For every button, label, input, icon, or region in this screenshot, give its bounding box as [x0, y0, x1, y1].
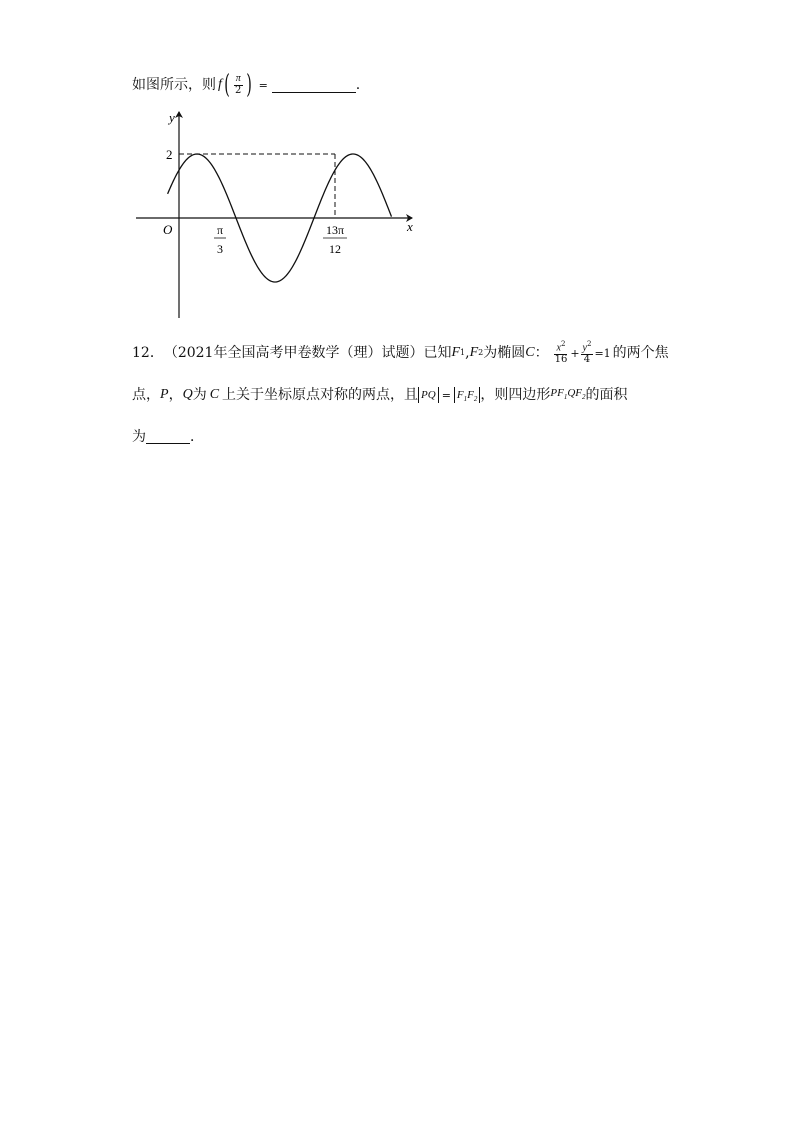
q12-sixteen: 16 [554, 353, 568, 365]
tick-pi-3-den: 3 [217, 242, 223, 256]
q12-frac-y [581, 341, 594, 365]
q12-Q: Q [182, 387, 193, 402]
q11-answer-blank[interactable] [272, 78, 356, 93]
q11-eq: = [258, 78, 268, 92]
q11-two: 2 [235, 84, 242, 96]
y-axis-label: y [169, 110, 175, 125]
q12-x-sq: 2 [560, 339, 566, 348]
q12-F2-sub: 2 [478, 348, 484, 357]
q12-colon: ： [534, 345, 549, 361]
q11-end: . [355, 77, 361, 93]
q12-source: （2021年全国高考甲卷数学（理）试题）已知 [163, 345, 452, 361]
q12-l2b: 为 [192, 387, 207, 403]
q12-quad-pf: PF [550, 387, 564, 400]
tick-pi-3-num: π [216, 223, 224, 237]
q12-answer-blank[interactable] [146, 429, 190, 444]
q12-after: 的两个焦 [612, 345, 669, 361]
q12-abs-PQ: PQ [418, 387, 439, 403]
q12-absF1-sub: 1 [463, 395, 468, 404]
q12-absF2-sub: 2 [473, 395, 478, 404]
q12-mid1: 为椭圆 [483, 345, 526, 361]
q12-eq: = [441, 388, 451, 402]
q12-quad-sub1: 1 [563, 393, 568, 402]
q12-y-sq: 2 [586, 339, 592, 348]
q12-end: ． [190, 429, 204, 445]
q11-pi-over-2 [233, 74, 243, 96]
q12-abs-F1F2 [454, 387, 480, 403]
q11-lparen: ( [224, 70, 230, 100]
q12-C: C [525, 345, 535, 360]
q12-frac-x [553, 341, 570, 365]
q11-f: f [218, 77, 222, 92]
q12-quad-sub2: 2 [582, 393, 586, 402]
x-axis-label: x [407, 219, 413, 234]
q12-F2: F [469, 345, 479, 360]
q12-plus: + [570, 346, 580, 360]
q12-absF2: F [467, 389, 474, 401]
q12-C2: C [209, 387, 220, 402]
q12-line-3 [132, 424, 204, 444]
q12-line-1 [132, 336, 669, 370]
q11-prefix: 如图所示，则 [132, 77, 216, 93]
q12-l2c: 上关于坐标原点对称的两点，且 [222, 387, 419, 403]
tick-13pi-12-num: 13π [325, 223, 345, 237]
q12-F1-sub: 1 [460, 348, 466, 357]
q11-line [132, 70, 360, 100]
q12-l2a: 点， [132, 387, 160, 403]
y-max-label: 2 [166, 147, 173, 162]
q12-F1: F [451, 345, 461, 360]
sine-graph [128, 108, 428, 323]
q12-l3: 为 [132, 429, 146, 445]
q11-pi: π [235, 73, 241, 84]
q12-sep: ， [168, 387, 183, 403]
q11-rparen: ) [246, 70, 253, 100]
q12-y: y [582, 342, 587, 354]
q12-absF1: F [456, 389, 464, 401]
q12-l2d: ，则四边形 [480, 387, 551, 403]
q12-x: x [556, 342, 561, 354]
q12-comma: , [465, 345, 470, 361]
q12-line-2 [132, 385, 628, 405]
q12-l2e: 的面积 [585, 387, 628, 403]
q12-four: 4 [583, 353, 591, 365]
q12-number: 12． [132, 345, 164, 361]
q12-eq1: =1 [594, 346, 611, 360]
tick-13pi-12-den: 12 [329, 242, 341, 256]
q12-quad-qf: QF [567, 387, 583, 400]
q12-P: P [160, 387, 169, 402]
origin-label: O [163, 222, 173, 237]
q12-quad [550, 388, 585, 401]
